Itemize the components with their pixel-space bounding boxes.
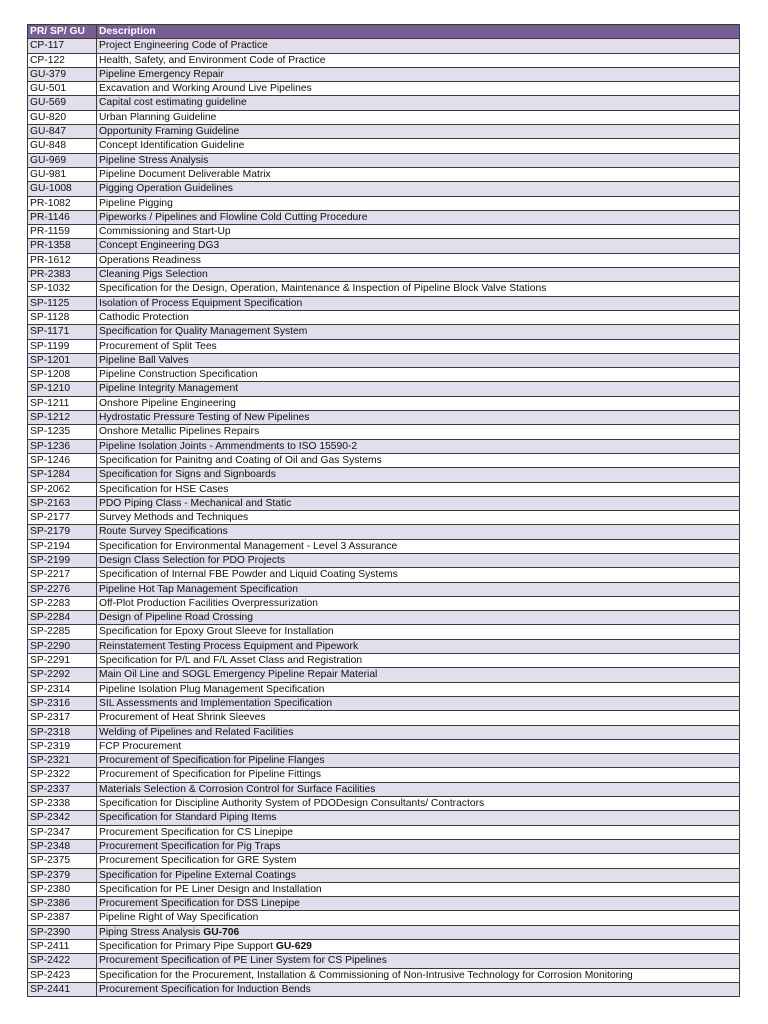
document-code: SP-1199 (28, 339, 97, 353)
document-description-cell (97, 67, 740, 81)
table-row (28, 325, 740, 339)
table-row (28, 110, 740, 124)
table-row (28, 868, 740, 882)
document-description: Onshore Pipeline Engineering (99, 397, 236, 409)
document-description-cell (97, 611, 740, 625)
document-code: GU-1008 (28, 182, 97, 196)
table-header (28, 25, 740, 39)
document-description: Procurement of Split Tees (99, 340, 217, 352)
document-code: SP-2347 (28, 825, 97, 839)
document-code: SP-1208 (28, 368, 97, 382)
document-description: Survey Methods and Techniques (99, 512, 249, 524)
document-description: PDO Piping Class - Mechanical and Static (99, 497, 292, 509)
document-code: SP-2318 (28, 725, 97, 739)
document-description: Procurement Specification for GRE System (99, 855, 297, 867)
table-row (28, 310, 740, 324)
table-row (28, 511, 740, 525)
document-description: Specification for Standard Piping Items (99, 812, 277, 824)
document-description-cell (97, 411, 740, 425)
document-description-cell (97, 425, 740, 439)
document-description-cell (97, 511, 740, 525)
table-row (28, 982, 740, 996)
document-code: SP-1201 (28, 353, 97, 367)
column-header-code: PR/ SP/ GU (28, 25, 97, 39)
document-description: Off-Plot Production Facilities Overpressurization (99, 597, 318, 609)
document-description-cell (97, 911, 740, 925)
document-description-cell (97, 453, 740, 467)
document-code: SP-2314 (28, 682, 97, 696)
document-description: Health, Safety, and Environment Code of Practice (99, 54, 326, 66)
document-code: SP-2321 (28, 754, 97, 768)
document-description: Project Engineering Code of Practice (99, 40, 268, 52)
table-row (28, 754, 740, 768)
document-table (27, 24, 740, 997)
table-row (28, 568, 740, 582)
document-description-cell (97, 282, 740, 296)
document-code: GU-569 (28, 96, 97, 110)
document-description-cell (97, 925, 740, 939)
document-description-cell (97, 125, 740, 139)
document-description-cell (97, 839, 740, 853)
table-row (28, 382, 740, 396)
document-description: Reinstatement Testing Process Equipment and Pipework (99, 640, 359, 652)
document-code: PR-2383 (28, 268, 97, 282)
table-row (28, 339, 740, 353)
document-description: Welding of Pipelines and Related Facilities (99, 726, 294, 738)
document-code: SP-1128 (28, 310, 97, 324)
document-description-cell (97, 139, 740, 153)
document-code: GU-820 (28, 110, 97, 124)
table-row (28, 596, 740, 610)
document-description: Pipeline Hot Tap Management Specification (99, 583, 299, 595)
document-code: SP-1171 (28, 325, 97, 339)
table-row (28, 482, 740, 496)
document-description-cell (97, 553, 740, 567)
document-description: Procurement Specification for DSS Linepipe (99, 898, 300, 910)
table-row (28, 553, 740, 567)
document-code: SP-2163 (28, 496, 97, 510)
document-code: SP-2338 (28, 797, 97, 811)
table-row (28, 925, 740, 939)
table-row (28, 911, 740, 925)
document-code: GU-379 (28, 67, 97, 81)
document-description-cell (97, 39, 740, 53)
document-code: SP-2422 (28, 954, 97, 968)
table-row (28, 153, 740, 167)
table-row (28, 782, 740, 796)
table-row (28, 668, 740, 682)
table-row (28, 139, 740, 153)
table-row (28, 897, 740, 911)
document-description: Pipeline Right of Way Specification (99, 912, 259, 924)
document-description-cell (97, 854, 740, 868)
table-row (28, 968, 740, 982)
document-description-cell (97, 882, 740, 896)
document-description: Cathodic Protection (99, 311, 189, 323)
document-code: SP-1211 (28, 396, 97, 410)
document-code: SP-2441 (28, 982, 97, 996)
document-description: FCP Procurement (99, 740, 182, 752)
document-code: SP-2276 (28, 582, 97, 596)
table-row (28, 182, 740, 196)
document-code: PR-1082 (28, 196, 97, 210)
document-code: SP-2283 (28, 596, 97, 610)
document-description-cell (97, 982, 740, 996)
table-row (28, 196, 740, 210)
document-description: Pipeworks / Pipelines and Flowline Cold Cutting Procedure (99, 211, 368, 223)
document-code: SP-2177 (28, 511, 97, 525)
document-description-cell (97, 868, 740, 882)
table-row (28, 125, 740, 139)
document-description-cell (97, 625, 740, 639)
document-description: Specification for PE Liner Design and Installation (99, 883, 322, 895)
document-description: Pipeline Isolation Joints - Ammendments to ISO 15590-2 (99, 440, 358, 452)
document-description-cell (97, 954, 740, 968)
document-description-cell (97, 825, 740, 839)
document-description-cell (97, 468, 740, 482)
table-row (28, 654, 740, 668)
document-code: GU-848 (28, 139, 97, 153)
document-code: SP-2379 (28, 868, 97, 882)
document-description: Specification for the Design, Operation, Maintenance & Inspection of Pipeline Block Valve Stations (99, 283, 547, 295)
document-code: SP-2380 (28, 882, 97, 896)
document-code: SP-1246 (28, 453, 97, 467)
table-row (28, 682, 740, 696)
document-description-cell (97, 310, 740, 324)
document-description-cell (97, 96, 740, 110)
table-row (28, 282, 740, 296)
document-description: Procurement Specification of PE Liner System for CS Pipelines (99, 955, 387, 967)
document-description-cell (97, 754, 740, 768)
document-description: Specification for Painitng and Coating of Oil and Gas Systems (99, 454, 382, 466)
document-code: GU-981 (28, 167, 97, 181)
table-row (28, 525, 740, 539)
document-description: Pipeline Emergency Repair (99, 68, 224, 80)
document-description: Pipeline Stress Analysis (99, 154, 209, 166)
document-code: SP-2411 (28, 940, 97, 954)
document-description: Concept Identification Guideline (99, 140, 245, 152)
table-row (28, 496, 740, 510)
document-description: Design Class Selection for PDO Projects (99, 554, 285, 566)
table-row (28, 167, 740, 181)
document-description-cell (97, 639, 740, 653)
document-description: Procurement Specification for CS Linepipe (99, 826, 294, 838)
document-code: SP-1235 (28, 425, 97, 439)
document-description: Pipeline Isolation Plug Management Specification (99, 683, 325, 695)
table-row (28, 811, 740, 825)
document-code: SP-2199 (28, 553, 97, 567)
document-code: SP-2284 (28, 611, 97, 625)
document-code: SP-1236 (28, 439, 97, 453)
document-description-cell (97, 539, 740, 553)
document-description-cell (97, 439, 740, 453)
document-description: Specification for HSE Cases (99, 483, 229, 495)
document-description: Pipeline Construction Specification (99, 369, 258, 381)
document-code: SP-2316 (28, 696, 97, 710)
table-row (28, 854, 740, 868)
table-row (28, 739, 740, 753)
document-description: Pipeline Ball Valves (99, 354, 189, 366)
table-row (28, 96, 740, 110)
document-description-cell (97, 182, 740, 196)
document-description: Capital cost estimating guideline (99, 97, 247, 109)
document-code: SP-2217 (28, 568, 97, 582)
table-row (28, 453, 740, 467)
document-description: Main Oil Line and SOGL Emergency Pipeline Repair Material (99, 669, 378, 681)
document-code: GU-969 (28, 153, 97, 167)
table-row (28, 468, 740, 482)
document-description-cell (97, 225, 740, 239)
table-row (28, 582, 740, 596)
header-row (28, 25, 740, 39)
document-code: SP-2292 (28, 668, 97, 682)
document-description: Hydrostatic Pressure Testing of New Pipelines (99, 412, 310, 424)
table-row (28, 82, 740, 96)
related-guideline-ref: GU-706 (203, 926, 240, 938)
document-description-cell (97, 353, 740, 367)
table-row (28, 253, 740, 267)
document-description-cell (97, 725, 740, 739)
document-description-cell (97, 768, 740, 782)
document-description-cell (97, 582, 740, 596)
document-code: SP-2342 (28, 811, 97, 825)
document-description: Isolation of Process Equipment Specification (99, 297, 303, 309)
document-description: Specification for P/L and F/L Asset Class and Registration (99, 655, 363, 667)
document-code: SP-2387 (28, 911, 97, 925)
document-code: SP-2390 (28, 925, 97, 939)
document-description: Concept Engineering DG3 (99, 240, 220, 252)
document-description-cell (97, 782, 740, 796)
document-code: SP-2290 (28, 639, 97, 653)
document-code: GU-847 (28, 125, 97, 139)
table-row (28, 396, 740, 410)
document-description: Procurement of Specification for Pipeline Fittings (99, 769, 322, 781)
document-description-cell (97, 239, 740, 253)
document-code: SP-2319 (28, 739, 97, 753)
document-description-cell (97, 268, 740, 282)
document-description: Pipeline Integrity Management (99, 383, 239, 395)
document-description-cell (97, 739, 740, 753)
document-description-cell (97, 811, 740, 825)
document-code: SP-1212 (28, 411, 97, 425)
document-description-cell (97, 482, 740, 496)
table-row (28, 53, 740, 67)
document-code: SP-2348 (28, 839, 97, 853)
document-code: SP-2337 (28, 782, 97, 796)
document-description: Onshore Metallic Pipelines Repairs (99, 426, 260, 438)
document-code: PR-1612 (28, 253, 97, 267)
document-description-cell (97, 253, 740, 267)
table-row (28, 625, 740, 639)
document-description-cell (97, 296, 740, 310)
document-code: SP-2291 (28, 654, 97, 668)
document-description: Procurement Specification for Pig Traps (99, 840, 281, 852)
document-description-cell (97, 382, 740, 396)
document-description: Pipeline Pigging (99, 197, 173, 209)
document-code: SP-1210 (28, 382, 97, 396)
document-description: Specification for Quality Management System (99, 326, 308, 338)
document-description-cell (97, 797, 740, 811)
document-description: Procurement of Heat Shrink Sleeves (99, 712, 266, 724)
document-description: Route Survey Specifications (99, 526, 228, 538)
document-code: SP-2062 (28, 482, 97, 496)
document-code: SP-2285 (28, 625, 97, 639)
document-description-cell (97, 668, 740, 682)
document-description-cell (97, 711, 740, 725)
document-code: CP-122 (28, 53, 97, 67)
document-description-cell (97, 696, 740, 710)
document-description: Excavation and Working Around Live Pipelines (99, 83, 312, 95)
document-description-cell (97, 325, 740, 339)
document-description: Procurement Specification for Induction Bends (99, 983, 311, 995)
document-code: SP-2317 (28, 711, 97, 725)
document-description-cell (97, 153, 740, 167)
document-description: Specification for Discipline Authority System of PDODesign Consultants/ Contractors (99, 798, 485, 810)
table-row (28, 225, 740, 239)
document-code: SP-1125 (28, 296, 97, 310)
table-row (28, 639, 740, 653)
document-code: PR-1358 (28, 239, 97, 253)
document-description-cell (97, 682, 740, 696)
document-description: Pigging Operation Guidelines (99, 183, 233, 195)
document-description: Specification for Signs and Signboards (99, 469, 276, 481)
table-row (28, 711, 740, 725)
table-row (28, 696, 740, 710)
table-row (28, 296, 740, 310)
table-row (28, 768, 740, 782)
document-description: SIL Assessments and Implementation Specification (99, 697, 333, 709)
document-description-cell (97, 654, 740, 668)
document-description-cell (97, 210, 740, 224)
table-row (28, 882, 740, 896)
document-code: GU-501 (28, 82, 97, 96)
document-code: SP-2375 (28, 854, 97, 868)
document-description: Specification of Internal FBE Powder and Liquid Coating Systems (99, 569, 398, 581)
document-description: Urban Planning Guideline (99, 111, 217, 123)
table-row (28, 368, 740, 382)
table-row (28, 725, 740, 739)
table-row (28, 411, 740, 425)
document-description: Pipeline Document Deliverable Matrix (99, 168, 271, 180)
document-description-cell (97, 339, 740, 353)
document-code: SP-2386 (28, 897, 97, 911)
document-description-cell (97, 496, 740, 510)
document-description-cell (97, 110, 740, 124)
table-row (28, 439, 740, 453)
table-row (28, 825, 740, 839)
table-row (28, 67, 740, 81)
document-description-cell (97, 940, 740, 954)
document-description-cell (97, 396, 740, 410)
document-code: CP-117 (28, 39, 97, 53)
column-header-description: Description (97, 25, 740, 39)
document-description: Specification for Epoxy Grout Sleeve for Installation (99, 626, 334, 638)
table-row (28, 425, 740, 439)
table-row (28, 839, 740, 853)
document-description-cell (97, 167, 740, 181)
document-code: SP-1032 (28, 282, 97, 296)
document-description: Design of Pipeline Road Crossing (99, 612, 253, 624)
document-code: SP-2423 (28, 968, 97, 982)
document-code: SP-2322 (28, 768, 97, 782)
document-description: Materials Selection & Corrosion Control for Surface Facilities (99, 783, 376, 795)
table-row (28, 539, 740, 553)
document-description: Operations Readiness (99, 254, 201, 266)
document-description-cell (97, 82, 740, 96)
document-description-cell (97, 968, 740, 982)
table-row (28, 797, 740, 811)
document-description: Specification for the Procurement, Installation & Commissioning of Non-Intrusive Technology for Corrosion Monitoring (99, 969, 633, 981)
document-description: Commissioning and Start-Up (99, 226, 231, 238)
table-row (28, 39, 740, 53)
document-description-cell (97, 596, 740, 610)
document-description: Specification for Environmental Management - Level 3 Assurance (99, 540, 398, 552)
document-description: Cleaning Pigs Selection (99, 269, 208, 281)
document-description: Procurement of Specification for Pipeline Flanges (99, 755, 325, 767)
document-description: Piping Stress Analysis (99, 926, 201, 938)
table-row (28, 353, 740, 367)
document-code: SP-2194 (28, 539, 97, 553)
document-description: Opportunity Framing Guideline (99, 126, 240, 138)
document-code: SP-2179 (28, 525, 97, 539)
table-row (28, 611, 740, 625)
related-guideline-ref: GU-629 (275, 941, 312, 952)
document-description-cell (97, 368, 740, 382)
document-description: Specification for Pipeline External Coatings (99, 869, 296, 881)
document-description-cell (97, 53, 740, 67)
table-row (28, 268, 740, 282)
table-row (28, 940, 740, 954)
document-description-cell (97, 196, 740, 210)
document-description: Specification for Primary Pipe Support (99, 941, 273, 952)
document-code: PR-1146 (28, 210, 97, 224)
table-row (28, 210, 740, 224)
table-row (28, 954, 740, 968)
table-body (28, 39, 740, 997)
document-code: PR-1159 (28, 225, 97, 239)
document-description-cell (97, 897, 740, 911)
document-description-cell (97, 568, 740, 582)
document-description-cell (97, 525, 740, 539)
document-code: SP-1284 (28, 468, 97, 482)
table-row (28, 239, 740, 253)
